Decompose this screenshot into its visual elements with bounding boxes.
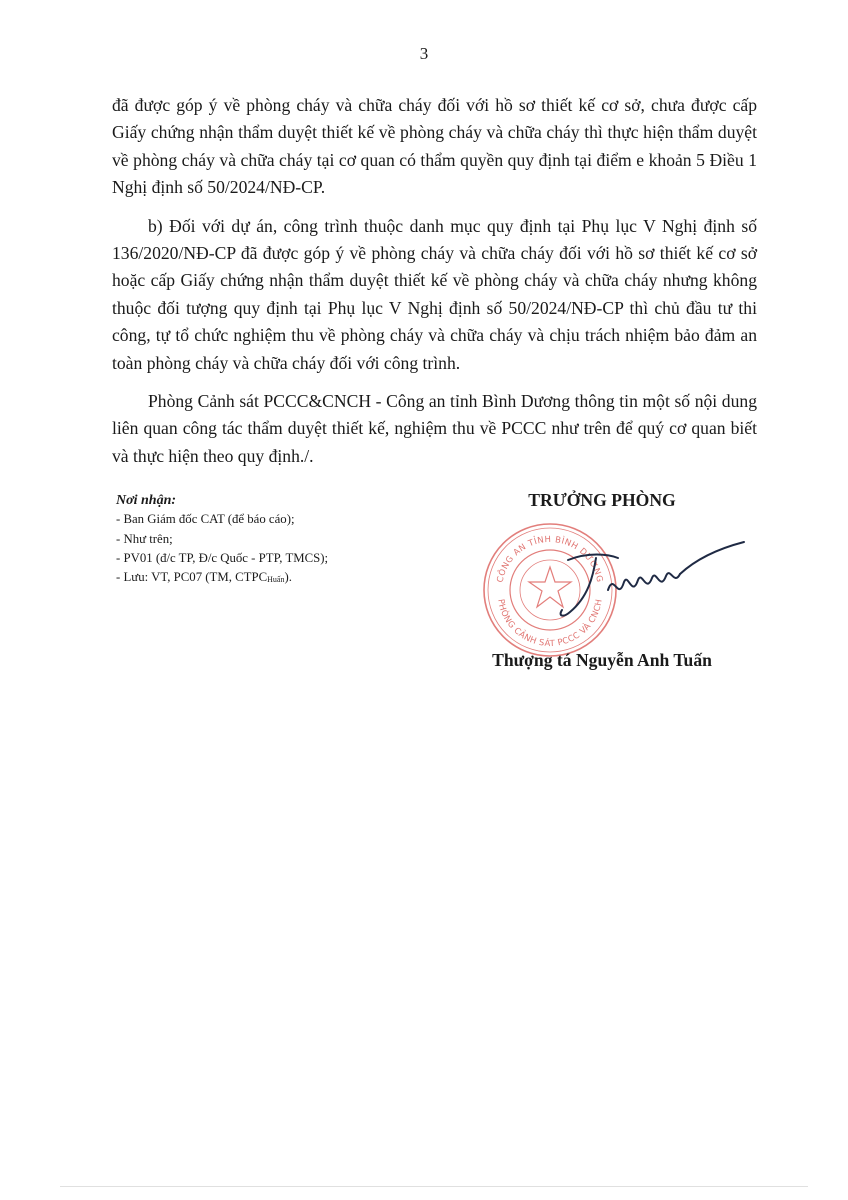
paragraph-item-b: b) Đối với dự án, công trình thuộc danh mục quy định tại Phụ lục V Nghị định số 136/2020/NĐ-CP đã được góp ý về phòng cháy và chữa cháy đối với hồ sơ thiết kế cơ sở hoặc cấp Giấy chứng nhận thẩm duyệt thiết kế về phòng cháy và chữa cháy nhưng không thuộc đối tượng quy định tại Phụ lục V Nghị định số 50/2024/NĐ-CP thì chủ đầu tư thi công, tự tổ chức nghiệm thu về phòng cháy và chữa cháy và chịu trách nhiệm bảo đảm an toàn phòng cháy và chữa cháy đối với công trình. (112, 215, 757, 373)
seal-text-bottom: PHÒNG CẢNH SÁT PCCC VÀ CNCH (495, 598, 605, 650)
signer-title: TRƯỞNG PHÒNG (528, 490, 676, 510)
recipient-archive-suffix: ). (284, 570, 292, 585)
page-number: 3 (419, 44, 429, 63)
signer-name: Thượng tá Nguyễn Anh Tuấn (492, 650, 712, 670)
recipients-list (116, 510, 416, 589)
recipient-item-archive (116, 568, 416, 589)
seal-text-top: CÔNG AN TỈNH BÌNH DƯƠNG (495, 534, 605, 584)
paragraph-closing: Phòng Cảnh sát PCCC&CNCH - Công an tỉnh Bình Dương thông tin một số nội dung liên quan công tác thẩm duyệt thiết kế, nghiệm thu về PCCC như trên để quý cơ quan biết và thực hiện theo quy định./. (112, 391, 757, 466)
recipients-block (116, 491, 416, 589)
signature (548, 532, 748, 624)
recipients-title: Nơi nhận: (116, 493, 177, 508)
bottom-divider (60, 1186, 808, 1187)
recipient-item: - PV01 (đ/c TP, Đ/c Quốc - PTP, TMCS); (116, 550, 329, 565)
recipient-archive-subscript: Huấn (267, 575, 285, 585)
recipient-item: - Như trên; (116, 531, 173, 546)
recipient-archive-text: - Lưu: VT, PC07 (TM, CTPC (116, 570, 268, 585)
document-body (112, 92, 757, 481)
recipient-item: - Ban Giám đốc CAT (để báo cáo); (116, 512, 295, 527)
paragraph-continuation: đã được góp ý về phòng cháy và chữa cháy đối với hồ sơ thiết kế cơ sở, chưa được cấp Giấy chứng nhận thẩm duyệt thiết kế về phòng cháy và chữa cháy thì thực hiện thẩm duyệt về phòng cháy và chữa cháy tại cơ quan có thẩm quyền quy định tại điểm e khoản 5 Điều 1 Nghị định số 50/2024/NĐ-CP. (112, 95, 757, 198)
